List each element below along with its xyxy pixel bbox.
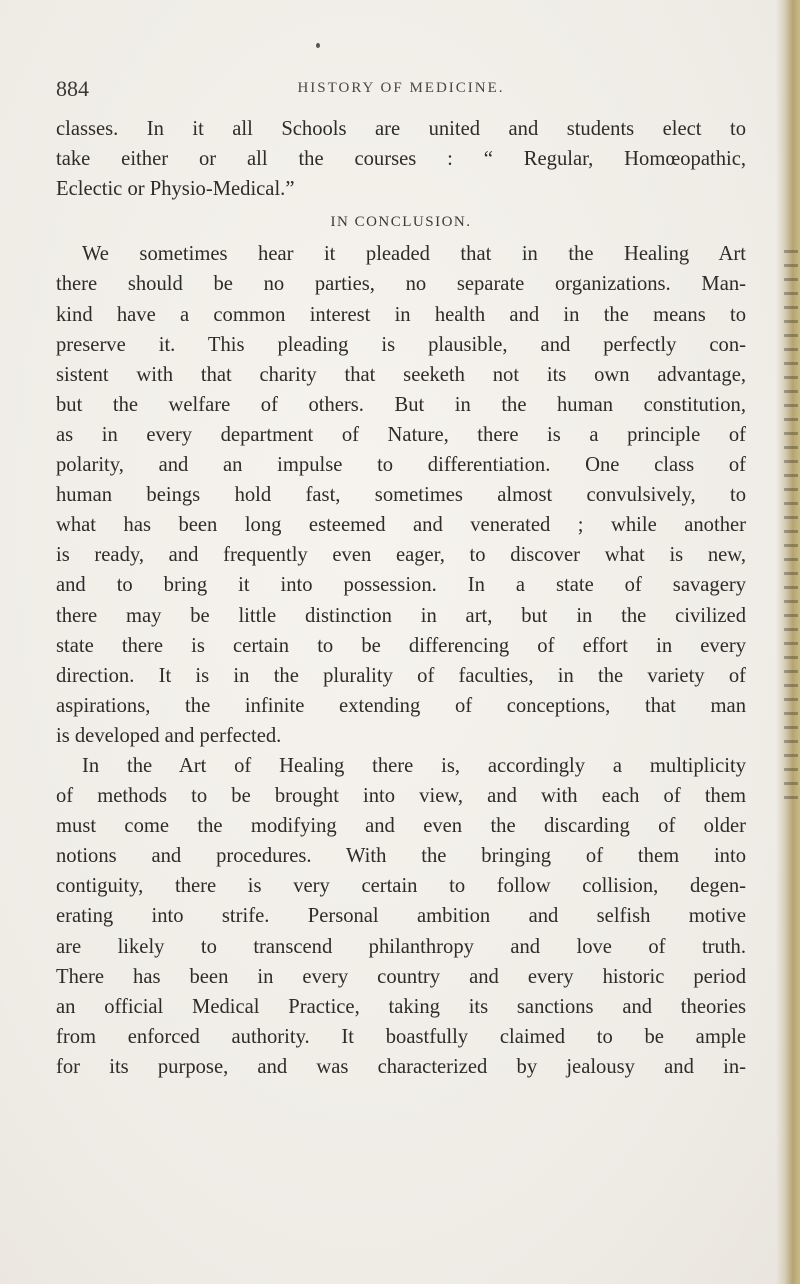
text-line: preserve it. This pleading is plausible, and perfectly con- <box>56 333 746 356</box>
text-line: state there is certain to be differencing of effort in every <box>56 634 746 657</box>
page-number: 884 <box>56 76 89 101</box>
text-line: notions and procedures. With the bringing of them into <box>56 845 746 868</box>
text-line: sistent with that charity that seeketh not its own advantage, <box>56 363 746 386</box>
text-line: Eclectic or Physio-Medical.” <box>56 178 295 201</box>
text-line: an official Medical Practice, taking its sanctions and theories <box>56 995 746 1018</box>
text-line: and to bring it into possession. In a state of savagery <box>56 574 746 597</box>
text-line: kind have a common interest in health and in the means to <box>56 303 746 326</box>
text-line: classes. In it all Schools are united and students elect to <box>56 118 746 140</box>
text-line: direction. It is in the plurality of faculties, in the variety of <box>56 664 746 687</box>
page-header <box>56 76 746 110</box>
body-text <box>56 114 746 1082</box>
text-line: there should be no parties, no separate organizations. Man- <box>56 273 746 296</box>
text-line: of methods to be brought into view, and with each of them <box>56 785 746 808</box>
text-line: aspirations, the infinite extending of conceptions, that man <box>56 694 746 717</box>
section-heading: IN CONCLUSION. <box>330 214 472 231</box>
text-line: there may be little distinction in art, but in the civilized <box>56 604 746 627</box>
text-line: what has been long esteemed and venerated ; while another <box>56 514 746 537</box>
text-line: human beings hold fast, sometimes almost convulsively, to <box>56 484 746 507</box>
text-line: for its purpose, and was characterized by jealousy and in- <box>56 1055 746 1078</box>
paragraph-first-line: In the Art of Healing there is, accordingly a multiplicity <box>82 754 746 777</box>
binding-edge-marks <box>784 250 798 810</box>
running-head: HISTORY OF MEDICINE. <box>297 80 505 96</box>
text-line: take either or all the courses : “ Regular, Homœopathic, <box>56 148 746 171</box>
text-line: are likely to transcend philanthropy and love of truth. <box>56 935 746 958</box>
text-line: There has been in every country and every historic period <box>56 965 746 988</box>
paragraph-first-line: We sometimes hear it pleaded that in the Healing Art <box>82 243 746 266</box>
text-line: erating into strife. Personal ambition and selfish motive <box>56 905 746 928</box>
text-line: must come the modifying and even the discarding of older <box>56 815 746 838</box>
text-line: contiguity, there is very certain to follow collision, degen- <box>56 875 746 898</box>
text-line: as in every department of Nature, there is a principle of <box>56 423 746 446</box>
text-line: is developed and perfected. <box>56 724 282 747</box>
ink-speck <box>316 43 320 48</box>
text-line: from enforced authority. It boastfully claimed to be ample <box>56 1025 746 1048</box>
text-line: is ready, and frequently even eager, to discover what is new, <box>56 544 746 567</box>
text-line: but the welfare of others. But in the human constitution, <box>56 393 746 416</box>
text-line: polarity, and an impulse to differentiation. One class of <box>56 454 746 477</box>
